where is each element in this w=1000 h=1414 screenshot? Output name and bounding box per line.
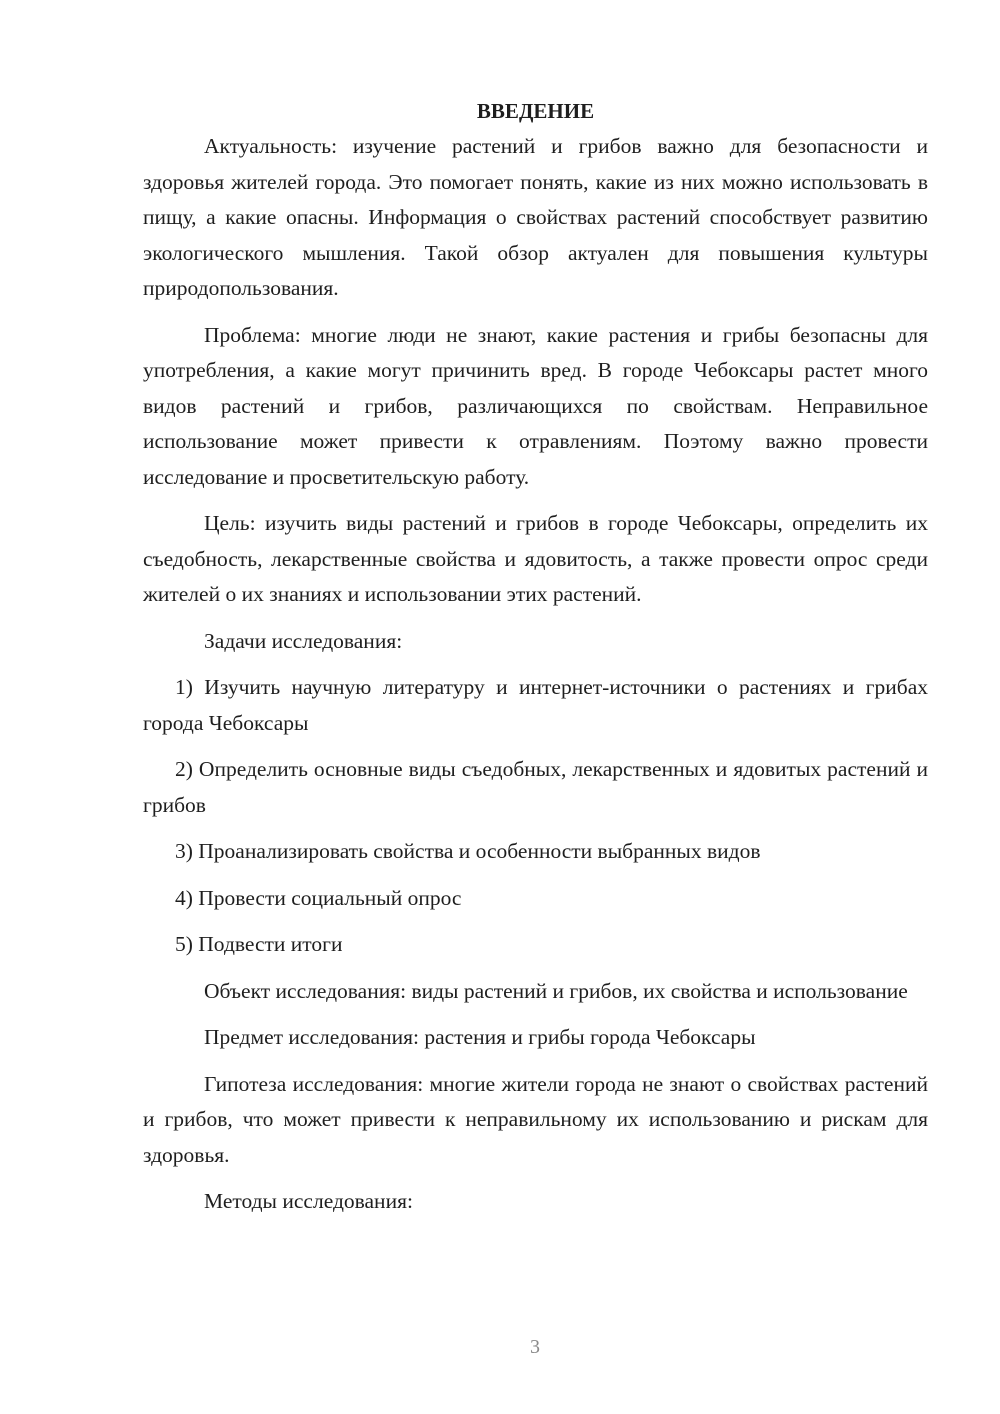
object-paragraph: Объект исследования: виды растений и грибов, их свойства и использование	[204, 978, 908, 1003]
relevance-paragraph: Актуальность: изучение растений и грибов важно для безопасности и здоровья жителей города. Это помогает понять, какие из них можно использовать в пищу, а какие опасны. Информация о свойствах растений способствует развитию экологического мышления. Такой обзор актуален для повышения культуры природопользования.	[143, 134, 928, 300]
problem-paragraph: Проблема: многие люди не знают, какие растения и грибы безопасны для употребления, а какие могут причинить вред. В городе Чебоксары растет много видов растений и грибов, различающихся по свойствам. Неправильное использование может привести к отравлениям. Поэтому важно провести исследование и просветительскую работу.	[143, 322, 928, 489]
task-item-2: 2) Определить основные виды съедобных, лекарственных и ядовитых растений и грибов	[143, 757, 928, 817]
tasks-heading: Задачи исследования:	[204, 628, 403, 653]
goal-paragraph: Цель: изучить виды растений и грибов в городе Чебоксары, определить их съедобность, лекарственные свойства и ядовитость, а также провести опрос среди жителей о их знаниях и использовании этих растений.	[143, 511, 928, 606]
task-item-4: 4) Провести социальный опрос	[175, 885, 462, 910]
page-number: 3	[530, 1336, 540, 1358]
hypothesis-paragraph: Гипотеза исследования: многие жители города не знают о свойствах растений и грибов, что может привести к неправильному их использованию и рискам для здоровья.	[143, 1071, 928, 1167]
subject-paragraph: Предмет исследования: растения и грибы города Чебоксары	[204, 1025, 756, 1049]
task-item-3: 3) Проанализировать свойства и особенности выбранных видов	[175, 839, 761, 863]
page-content	[143, 96, 928, 1231]
tasks-list	[143, 670, 928, 963]
methods-heading: Методы исследования:	[204, 1189, 413, 1213]
page-title: ВВЕДЕНИЕ	[476, 99, 595, 123]
task-item-5: 5) Подвести итоги	[175, 932, 343, 956]
task-item-1: 1) Изучить научную литературу и интернет-источники о растениях и грибах города Чебоксары	[143, 675, 928, 735]
